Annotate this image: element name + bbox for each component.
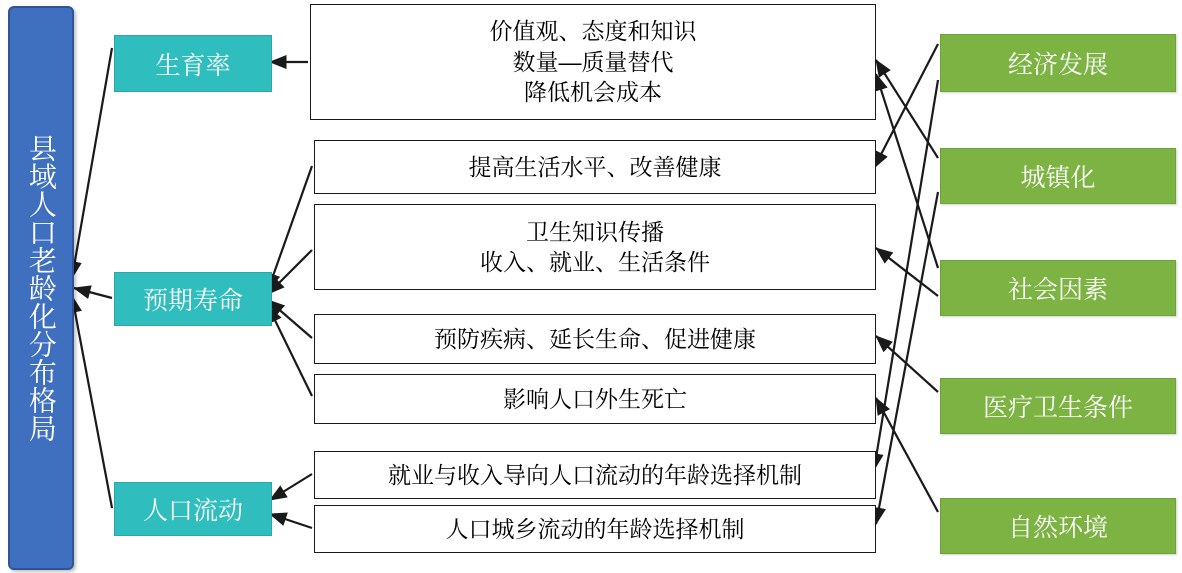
factor-healthcare-label: 医疗卫生条件	[982, 394, 1133, 422]
root-node-label: 县域人口老龄化分布格局	[25, 134, 57, 442]
arrow-box7-to-migration	[270, 514, 312, 528]
arrow-social-to-box3	[876, 248, 938, 296]
detail-box-1-line-1: 价值观、态度和知识	[489, 18, 697, 45]
detail-box-6-line-1: 就业与收入导向人口流动的年龄选择机制	[388, 461, 802, 488]
arrow-lifespan-to-root	[74, 288, 112, 298]
mid-node-fertility-label: 生育率	[155, 51, 231, 80]
mid-node-migration-label: 人口流动	[142, 497, 243, 525]
detail-box-2[interactable]	[314, 140, 876, 194]
arrow-urbanization-to-box7	[876, 192, 938, 524]
factor-natural-environment-label: 自然环境	[1007, 514, 1108, 542]
factor-urbanization[interactable]	[940, 148, 1176, 204]
mid-node-fertility[interactable]	[114, 35, 272, 92]
detail-box-6[interactable]	[314, 451, 876, 499]
arrow-social-to-box1	[876, 74, 938, 268]
factor-economic-development[interactable]	[940, 34, 1176, 92]
factor-economic-development-label: 经济发展	[1007, 51, 1108, 79]
detail-box-1-line-2: 数量—质量替代	[512, 48, 674, 75]
factor-natural-environment[interactable]	[940, 498, 1176, 554]
detail-box-1-line-3: 降低机会成本	[524, 79, 662, 106]
detail-box-7-line-1: 人口城乡流动的年龄选择机制	[445, 515, 745, 542]
detail-box-4-line-1: 预防疾病、延长生命、促进健康	[434, 325, 756, 352]
detail-box-3[interactable]	[314, 204, 876, 290]
detail-box-1[interactable]	[310, 4, 876, 120]
arrow-box5-to-lifespan	[268, 306, 312, 396]
arrow-economy-to-box2	[874, 44, 938, 168]
factor-urbanization-label: 城镇化	[1020, 164, 1096, 192]
arrow-nature-to-box5	[876, 398, 938, 512]
detail-box-3-line-2: 收入、就业、生活条件	[480, 249, 710, 275]
arrow-health-to-box4	[876, 336, 938, 392]
detail-box-4[interactable]	[314, 314, 876, 364]
mid-node-life-expectancy[interactable]	[114, 272, 272, 326]
detail-box-5[interactable]	[314, 374, 876, 424]
mid-node-life-expectancy-label: 预期寿命	[142, 287, 243, 315]
factor-social-label: 社会因素	[1007, 276, 1108, 304]
arrow-fertility-to-root	[72, 48, 112, 278]
arrow-box4-to-lifespan	[268, 300, 312, 338]
detail-box-3-line-1: 卫生知识传播	[526, 218, 664, 245]
arrow-box2-to-lifespan	[268, 166, 312, 290]
factor-social[interactable]	[940, 260, 1176, 316]
arrow-urbanization-to-box1	[876, 60, 938, 158]
root-node	[8, 6, 74, 570]
detail-box-5-line-1: 影响人口外生死亡	[503, 385, 687, 412]
arrow-economy-to-box6	[874, 80, 938, 470]
detail-box-7[interactable]	[314, 505, 876, 553]
arrow-box3-to-lifespan	[268, 250, 312, 294]
arrow-box6-to-migration	[270, 474, 312, 500]
detail-box-2-line-1: 提高生活水平、改善健康	[468, 153, 722, 180]
arrow-migration-to-root	[72, 296, 112, 508]
mid-node-migration[interactable]	[114, 482, 272, 536]
factor-healthcare[interactable]	[940, 378, 1176, 434]
